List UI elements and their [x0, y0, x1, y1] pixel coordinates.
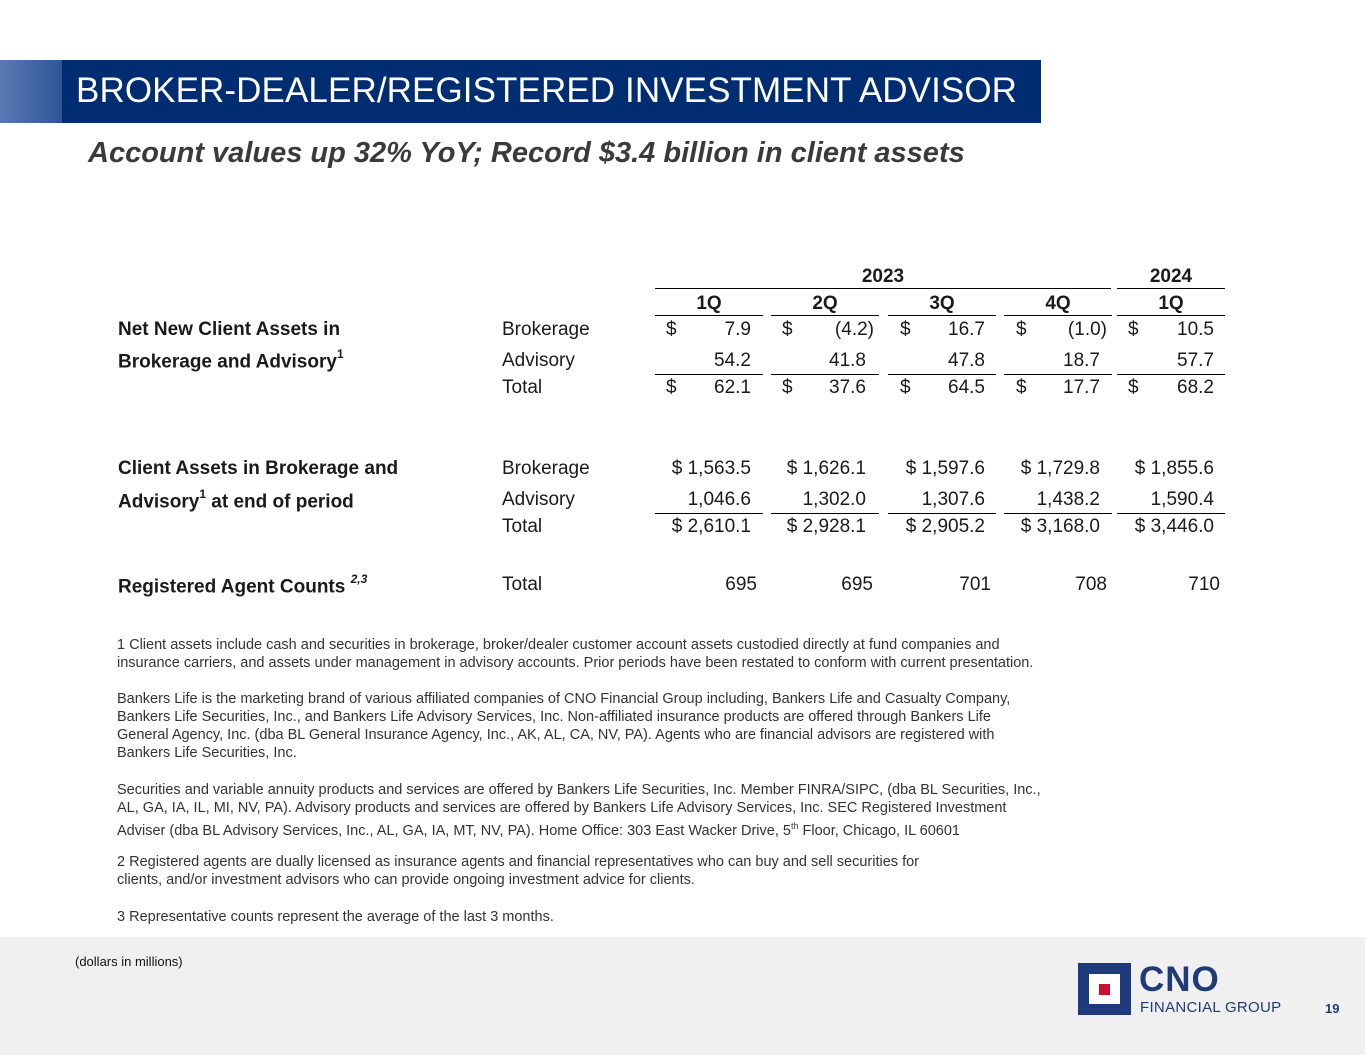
currency-symbol: $ [900, 377, 911, 398]
cell-value: 7.9 [724, 319, 751, 340]
total-rule [1117, 513, 1225, 514]
section-label-client-assets-line2: Advisory$^1$ at end of period [118, 487, 354, 513]
row-label-total: Total [502, 574, 543, 595]
total-rule [771, 513, 879, 514]
page-number: 19 [1325, 1001, 1340, 1016]
total-rule [888, 513, 996, 514]
cell-value: 695 [725, 574, 757, 595]
page-title: BROKER-DEALER/REGISTERED INVESTMENT ADVISOR [76, 71, 1018, 110]
currency-symbol: $ [782, 319, 793, 340]
cell-value: $ 1,626.1 [786, 458, 866, 479]
currency-symbol: $ [1128, 377, 1139, 398]
cell-value: $ 2,610.1 [671, 516, 751, 537]
footnote-3: 3 Representative counts represent the average of the last 3 months. [117, 909, 554, 925]
quarter-header: 1Q [1158, 293, 1184, 314]
year-underline-2024 [1117, 288, 1225, 289]
cno-logo-tagline: FINANCIAL GROUP [1140, 999, 1282, 1016]
currency-symbol: $ [900, 319, 911, 340]
disclosure-securities: Adviser (dba BL Advisory Services, Inc., AL, GA, IA, MT, NV, PA). Home Office: 303 East Wacker Drive, 5th Floor, Chicago, IL 60601 [117, 821, 960, 839]
row-label-advisory: Advisory [502, 489, 575, 510]
currency-symbol: $ [782, 377, 793, 398]
cell-value: 47.8 [948, 350, 985, 371]
currency-symbol: $ [666, 377, 677, 398]
total-rule [1117, 374, 1225, 375]
cell-value: 62.1 [714, 377, 751, 398]
cell-value: 1,302.0 [802, 489, 866, 510]
section-label-client-assets: Client Assets in Brokerage and [118, 458, 399, 479]
cell-value: 68.2 [1177, 377, 1214, 398]
disclosure-securities: AL, GA, IA, IL, MI, NV, PA). Advisory products and services are offered by Bankers Life Advisory Services, Inc. SEC Registered Investment [117, 800, 1007, 816]
footnote-1: 1 Client assets include cash and securities in brokerage, broker/dealer customer account assets custodied directly at fund companies and [117, 637, 1000, 653]
disclosure-securities: Securities and variable annuity products and services are offered by Bankers Life Securities, Inc. Member FINRA/SIPC, (dba BL Securities, Inc., [117, 782, 1041, 798]
disclosure-bankers-life: Bankers Life is the marketing brand of various affiliated companies of CNO Financial Group including, Bankers Life and Casualty Company, [117, 691, 1011, 707]
disclosure-bankers-life: General Agency, Inc. (dba BL General Insurance Agency, Inc., AK, AL, CA, NV, PA). Agents who are financial advisors are registered with [117, 727, 995, 743]
quarter-header: 3Q [929, 293, 955, 314]
quarter-underline [1004, 315, 1112, 316]
cell-value: $ 2,928.1 [786, 516, 866, 537]
total-rule [655, 513, 763, 514]
cell-value: (1.0) [1067, 319, 1107, 340]
cell-value: 710 [1188, 574, 1220, 595]
quarter-underline [888, 315, 996, 316]
units-note: (dollars in millions) [75, 954, 183, 969]
cell-value: 708 [1075, 574, 1107, 595]
total-rule [888, 374, 996, 375]
cell-value: 54.2 [714, 350, 751, 371]
cell-value: 64.5 [948, 377, 985, 398]
cell-value: (4.2) [834, 319, 874, 340]
cno-logo-wordmark: CNO [1139, 960, 1220, 999]
footnote-2: 2 Registered agents are dually licensed as insurance agents and financial representatives who can buy and sell securities for [117, 854, 919, 870]
cell-value: $ 3,168.0 [1020, 516, 1100, 537]
quarter-underline [771, 315, 879, 316]
section-label-net-new: Net New Client Assets in [118, 319, 341, 340]
cell-value: $ 3,446.0 [1134, 516, 1214, 537]
currency-symbol: $ [666, 319, 677, 340]
currency-symbol: $ [1016, 377, 1027, 398]
cell-value: $ 1,563.5 [671, 458, 751, 479]
cell-value: 16.7 [948, 319, 985, 340]
cell-value: 17.7 [1063, 377, 1100, 398]
row-label-advisory: Advisory [502, 350, 575, 371]
quarter-header: 2Q [812, 293, 838, 314]
cell-value: 57.7 [1177, 350, 1214, 371]
cell-value: 695 [841, 574, 873, 595]
cell-value: 41.8 [829, 350, 866, 371]
cell-value: $ 1,597.6 [905, 458, 985, 479]
quarter-underline [1117, 315, 1225, 316]
cell-value: 18.7 [1063, 350, 1100, 371]
disclosure-bankers-life: Bankers Life Securities, Inc. [117, 745, 297, 761]
cell-value: $ 1,855.6 [1134, 458, 1214, 479]
cell-value: $ 2,905.2 [905, 516, 985, 537]
header-accent-bar [0, 60, 62, 123]
year-header-2024: 2024 [1149, 266, 1193, 287]
quarter-underline [655, 315, 763, 316]
year-header-2023: 2023 [861, 266, 905, 287]
cell-value: 1,046.6 [687, 489, 751, 510]
cell-value: 1,438.2 [1036, 489, 1100, 510]
cell-value: 701 [959, 574, 991, 595]
total-rule [1004, 513, 1112, 514]
total-rule [1004, 374, 1112, 375]
quarter-header: 1Q [696, 293, 722, 314]
year-underline-2023 [655, 288, 1111, 289]
cell-value: 10.5 [1177, 319, 1214, 340]
page-subtitle: Account values up 32% YoY; Record $3.4 billion in client assets [88, 137, 965, 169]
footnote-1: insurance carriers, and assets under management in advisory accounts. Prior periods have been restated to conform with current presentation. [117, 655, 1034, 671]
cell-value: $ 1,729.8 [1020, 458, 1100, 479]
cell-value: 1,307.6 [921, 489, 985, 510]
row-label-total: Total [502, 516, 543, 537]
row-label-brokerage: Brokerage [502, 319, 590, 340]
disclosure-bankers-life: Bankers Life Securities, Inc., and Bankers Life Advisory Services, Inc. Non-affiliated insurance products are offered through Bankers Life [117, 709, 991, 725]
cno-logo-mark-core [1099, 984, 1110, 995]
row-label-total: Total [502, 377, 543, 398]
footnote-ref: 1 [199, 487, 206, 501]
currency-symbol: $ [1016, 319, 1027, 340]
footnote-ref: 2,3 [350, 572, 368, 586]
section-label-agent-counts: Registered Agent Counts $^{2,3}$ [118, 572, 368, 598]
row-label-brokerage: Brokerage [502, 458, 590, 479]
quarter-header: 4Q [1045, 293, 1071, 314]
section-label-net-new-line2: Brokerage and Advisory$^1$ [118, 347, 344, 373]
cell-value: 1,590.4 [1150, 489, 1214, 510]
footnote-ref: 1 [336, 347, 344, 361]
total-rule [771, 374, 879, 375]
currency-symbol: $ [1128, 319, 1139, 340]
cell-value: 37.6 [829, 377, 866, 398]
total-rule [655, 374, 763, 375]
footnote-2: clients, and/or investment advisors who can provide ongoing investment advice for clients. [117, 872, 695, 888]
